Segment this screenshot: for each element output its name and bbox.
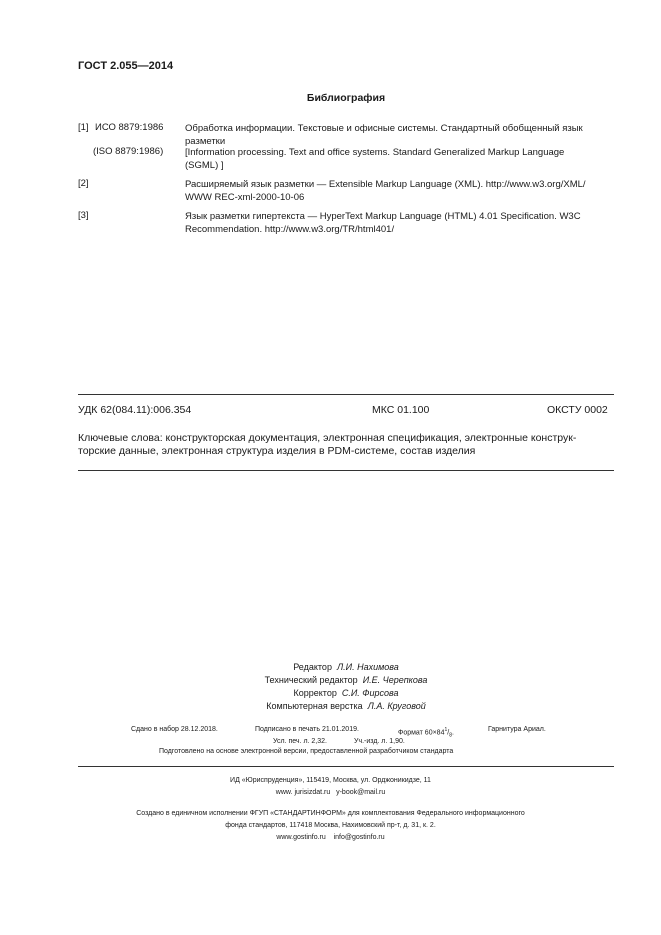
- credit-proofreader: [0, 687, 661, 700]
- credit-name: Л.И. Нахимова: [336, 662, 399, 672]
- credit-role: Технический редактор: [264, 675, 358, 685]
- okstu-code: ОКСТУ 0002: [547, 404, 608, 416]
- keywords-line-1: Ключевые слова: конструкторская документация, электронная спецификация, электронные конструк-: [78, 432, 577, 444]
- divider-bottom: [78, 766, 614, 767]
- print-info-line-2a: Усл. печ. л. 2,32.: [273, 738, 327, 745]
- credit-tech-editor: [0, 674, 661, 687]
- format-sup: 1: [444, 727, 448, 733]
- ref-text-en-1: [185, 146, 615, 172]
- credit-name: С.И. Фирсова: [341, 688, 399, 698]
- format-dot: .: [452, 729, 454, 737]
- publisher-2-site-link[interactable]: www.gostinfo.ru: [276, 834, 326, 841]
- keywords: [78, 432, 615, 458]
- credit-role: Корректор: [293, 688, 337, 698]
- ref-text-en-1-line-2: (SGML) ]: [185, 160, 224, 171]
- ref-code-1: ИСО 8879:1986: [95, 122, 164, 133]
- credits: [0, 661, 661, 713]
- credit-role: Редактор: [293, 662, 332, 672]
- format-value: Формат 60×84: [398, 729, 445, 737]
- ref-number-3: [3]: [78, 210, 89, 221]
- ref-text-en-1-line-1: [Information processing. Text and office systems. Standard Generalized Markup Language: [185, 147, 565, 158]
- credit-name: Л.А. Круговой: [367, 701, 426, 711]
- udk-code: УДК 62(084.11):006.354: [78, 404, 192, 416]
- ref-text-2-line-2: WWW REC-xml-2000-10-06: [185, 192, 305, 203]
- keywords-line-2: торские данные, электронная структура изделия в PDM-системе, состав изделия: [78, 445, 476, 457]
- publisher-1: [0, 775, 661, 799]
- credit-editor: [0, 661, 661, 674]
- divider-top: [78, 394, 614, 395]
- standard-code: ГОСТ 2.055—2014: [78, 60, 174, 72]
- publisher-1-email-link[interactable]: y-book@mail.ru: [336, 789, 386, 796]
- ref-text-2-line-1: Расширяемый язык разметки — Extensible Markup Language (XML). http://www.w3.org/XML/: [185, 179, 586, 190]
- ref-text-3: [185, 210, 615, 236]
- print-info-line-3: Подготовлено на основе электронной версии, предоставленной разработчиком стандарта: [159, 748, 454, 755]
- publisher-1-address: ИД «Юриспруденция», 115419, Москва, ул. Орджоникидзе, 11: [230, 777, 431, 784]
- ref-text-3-line-2: Recommendation. http://www.w3.org/TR/html401/: [185, 224, 395, 235]
- ref-text-3-line-1: Язык разметки гипертекста — HyperText Markup Language (HTML) 4.01 Specification. W3C: [185, 211, 581, 222]
- credit-role: Компьютерная верстка: [266, 701, 363, 711]
- ref-number-2: [2]: [78, 178, 89, 189]
- publisher-2-line-2: фонда стандартов, 117418 Москва, Нахимовский пр-т, д. 31, к. 2.: [225, 822, 436, 829]
- print-info-line-2b: Уч.-изд. л. 1,90.: [354, 738, 405, 745]
- bibliography-title: Библиография: [306, 92, 386, 104]
- credit-name: И.Е. Черепкова: [362, 675, 428, 685]
- print-info-line-1c: Формат $60\times 84^1/_8$.: [398, 727, 454, 739]
- ref-number-1: [1]: [78, 122, 89, 133]
- publisher-2: [0, 808, 661, 844]
- ref-text-1-line-1: Обработка информации. Текстовые и офисные системы. Стандартный обобщенный язык: [185, 123, 583, 134]
- print-info-line-1d: Гарнитура Ариал.: [488, 726, 546, 733]
- mks-code: МКС 01.100: [372, 404, 430, 416]
- publisher-2-email-link[interactable]: info@gostinfo.ru: [333, 834, 385, 841]
- print-info-line-1a: Сдано в набор 28.12.2018.: [131, 726, 218, 733]
- publisher-1-site-link[interactable]: www. jurisizdat.ru: [275, 789, 331, 796]
- format-sub: 8: [449, 732, 452, 739]
- print-info-line-1b: Подписано в печать 21.01.2019.: [255, 726, 359, 733]
- ref-text-1-line-2: разметки: [185, 136, 226, 147]
- publisher-2-line-1: Создано в единичном исполнении ФГУП «СТАНДАРТИНФОРМ» для комплектования Федерального информационного: [136, 810, 525, 817]
- divider-keywords: [78, 470, 614, 471]
- ref-code-en-1: (ISO 8879:1986): [93, 146, 164, 157]
- credit-layout: [0, 700, 661, 713]
- publisher-1-contacts: [0, 787, 661, 799]
- ref-text-1: [185, 122, 615, 148]
- ref-text-2: [185, 178, 615, 204]
- publisher-2-contacts: [0, 832, 661, 844]
